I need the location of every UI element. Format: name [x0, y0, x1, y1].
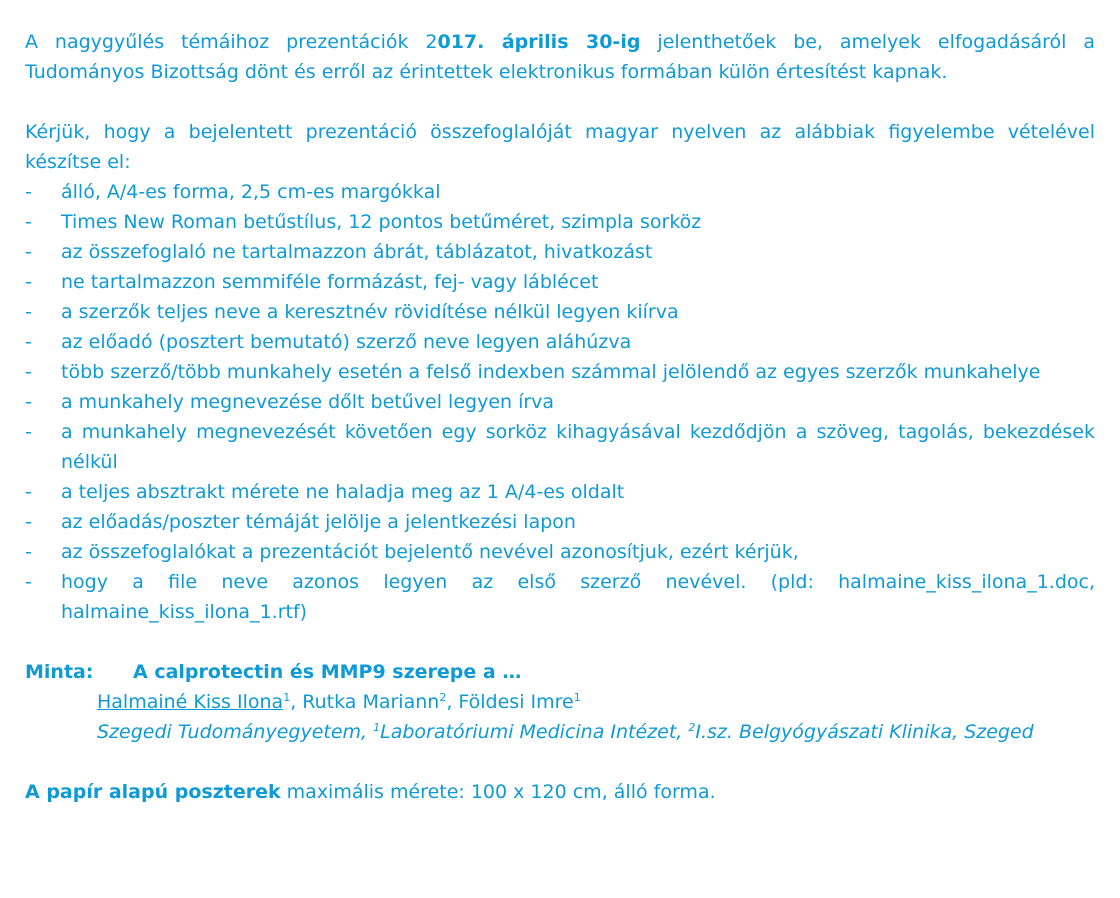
requirement-text: a munkahely megnevezését követően egy sorköz kihagyásával kezdődjön a szöveg, tagolás, bekezdések nélkül [61, 421, 1095, 473]
bullet-dash: - [25, 361, 32, 383]
requirement-text: hogy a file neve azonos legyen az első szerző nevével. (pld: halmaine_kiss_ilona_1.doc, halmaine_kiss_ilona_1.rtf) [61, 571, 1095, 623]
requirements-list [25, 177, 1095, 627]
spacer [25, 87, 1095, 117]
bullet-dash: - [25, 211, 32, 233]
example-title: A calprotectin és MMP9 szerepe a … [133, 661, 522, 683]
example-title-row [25, 657, 1095, 687]
document-page [25, 27, 1095, 807]
bullet-dash: - [25, 481, 32, 503]
poster-bold-label: A papír alapú poszterek [25, 781, 281, 803]
requirement-item [25, 297, 1095, 327]
affiliation-clinic: I.sz. Belgyógyászati Klinika, Szeged [695, 721, 1034, 743]
bullet-dash: - [25, 421, 32, 443]
intro-paragraph [25, 27, 1095, 87]
bullet-dash: - [25, 541, 32, 563]
requirement-text: álló, A/4-es forma, 2,5 cm-es margókkal [61, 181, 441, 203]
requirement-text: az összefoglalókat a prezentációt bejelentő nevével azonosítjuk, ezért kérjük, [61, 541, 799, 563]
request-paragraph: Kérjük, hogy a bejelentett prezentáció összefoglalóját magyar nyelven az alábbiak figyelembe vételével készítse el: [25, 121, 1095, 173]
requirement-item [25, 417, 1095, 477]
affiliation-institute: Laboratóriumi Medicina Intézet, [380, 721, 689, 743]
deadline-date: 017. április 30-ig [437, 31, 641, 53]
example-authors [25, 687, 1095, 717]
requirement-item [25, 387, 1095, 417]
bullet-dash: - [25, 241, 32, 263]
example-presenter: Halmainé Kiss Ilona [97, 691, 284, 713]
requirement-item [25, 507, 1095, 537]
author-2-affiliation-index: 2 [439, 691, 447, 704]
requirement-item [25, 177, 1095, 207]
requirement-text: a szerzők teljes neve a keresztnév rövidítése nélkül legyen kiírva [61, 301, 679, 323]
example-label: Minta: [25, 661, 94, 683]
presenter-affiliation-index: 1 [283, 691, 291, 704]
bullet-dash: - [25, 181, 32, 203]
requirement-text: több szerző/több munkahely esetén a felső indexben számmal jelölendő az egyes szerzők munkahelye [61, 361, 1041, 383]
requirement-text: az összefoglaló ne tartalmazzon ábrát, táblázatot, hivatkozást [61, 241, 653, 263]
spacer [25, 747, 1095, 777]
example-affiliation [25, 717, 1095, 747]
requirement-item [25, 357, 1095, 387]
requirement-text: az előadó (posztert bemutató) szerző neve legyen aláhúzva [61, 331, 632, 353]
bullet-dash: - [25, 511, 32, 533]
spacer [25, 627, 1095, 657]
example-author-3: , Földesi Imre [446, 691, 574, 713]
author-3-affiliation-index: 1 [573, 691, 581, 704]
example-author-2: , Rutka Mariann [290, 691, 440, 713]
bullet-dash: - [25, 301, 32, 323]
bullet-dash: - [25, 571, 32, 593]
bullet-dash: - [25, 391, 32, 413]
bullet-dash: - [25, 331, 32, 353]
requirement-item [25, 567, 1095, 627]
requirement-text: a munkahely megnevezése dőlt betűvel legyen írva [61, 391, 555, 413]
requirement-item [25, 207, 1095, 237]
requirement-item [25, 237, 1095, 267]
affiliation-index-2: 2 [688, 721, 696, 734]
requirement-item [25, 537, 1095, 567]
requirement-item [25, 327, 1095, 357]
requirement-text: az előadás/poszter témáját jelölje a jelentkezési lapon [61, 511, 576, 533]
affiliation-university: Szegedi Tudományegyetem, [97, 721, 374, 743]
requirement-item [25, 477, 1095, 507]
poster-paragraph [25, 777, 1095, 807]
requirement-text: ne tartalmazzon semmiféle formázást, fej- vagy láblécet [61, 271, 599, 293]
requirement-item [25, 267, 1095, 297]
intro-text-before: A nagygyűlés témáihoz prezentációk 2 [25, 31, 438, 53]
requirement-text: Times New Roman betűstílus, 12 pontos betűméret, szimpla sorköz [61, 211, 702, 233]
bullet-dash: - [25, 271, 32, 293]
requirement-text: a teljes absztrakt mérete ne haladja meg az 1 A/4-es oldalt [61, 481, 625, 503]
affiliation-index-1: 1 [373, 721, 381, 734]
poster-size-text: maximális mérete: 100 x 120 cm, álló forma. [280, 781, 716, 803]
intro-text-after: jelenthetőek be, amelyek elfogadásáról a Tudományos Bizottság dönt és erről az érintettek elektronikus formában külön értesítést kapnak. [25, 31, 1095, 83]
